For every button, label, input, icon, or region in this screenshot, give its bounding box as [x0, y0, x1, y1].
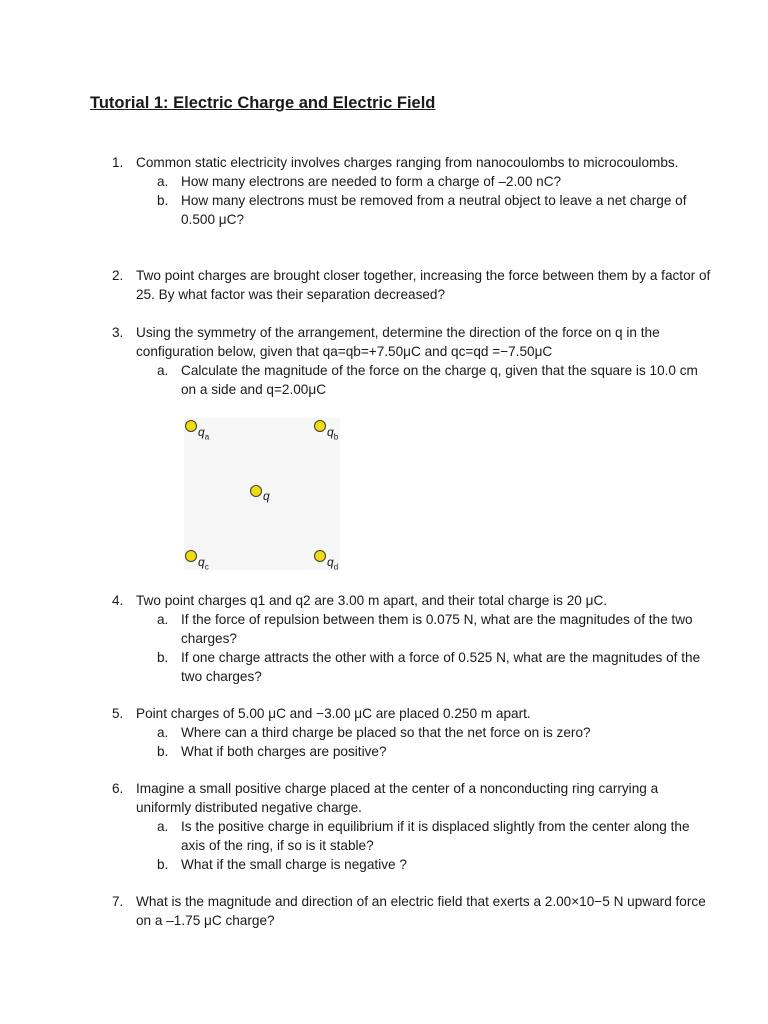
- sub-question-text: How many electrons must be removed from a neutral object to leave a net charge of 0.500 μC?: [181, 193, 687, 227]
- charge-q-label: q: [263, 489, 270, 503]
- sub-question-label: b.: [157, 650, 169, 665]
- sub-question: [157, 817, 712, 855]
- sub-question-label: b.: [157, 857, 169, 872]
- charge-qc-label: $q_c$: [198, 555, 209, 572]
- sub-question: [157, 742, 712, 761]
- question-3: [112, 323, 712, 399]
- sub-question-text: Is the positive charge in equilibrium if it is displaced slightly from the center along the axis of the ring, if so is it stable?: [181, 819, 690, 853]
- charge-qb-dot: [314, 420, 326, 432]
- sub-question-text: Where can a third charge be placed so that the net force on is zero?: [181, 725, 591, 740]
- question-1: [112, 153, 712, 229]
- sub-question-text: What if both charges are positive?: [181, 744, 387, 759]
- charge-q-dot: [250, 485, 262, 497]
- question-number: 3.: [112, 325, 124, 340]
- charge-square-diagram: [180, 414, 350, 574]
- question-text: Point charges of 5.00 μC and −3.00 μC are placed 0.250 m apart.: [136, 706, 531, 721]
- sub-question-label: a.: [157, 725, 169, 740]
- question-number: 2.: [112, 268, 124, 283]
- charge-qd-dot: [314, 550, 326, 562]
- sub-question-label: a.: [157, 174, 169, 189]
- sub-question: [157, 172, 712, 191]
- charge-qd-label: $q_d$: [327, 555, 339, 572]
- sub-question: [157, 191, 712, 229]
- question-text: Common static electricity involves charges ranging from nanocoulombs to microcoulombs.: [136, 155, 679, 170]
- question-number: 1.: [112, 155, 124, 170]
- sub-question: [157, 648, 712, 686]
- sub-question: [157, 855, 712, 874]
- sub-question-text: Calculate the magnitude of the force on the charge q, given that the square is 10.0 cm on a side and q=2.00μC: [181, 363, 698, 397]
- sub-question-text: If the force of repulsion between them is 0.075 N, what are the magnitudes of the two charges?: [181, 612, 693, 646]
- page-title: Tutorial 1: Electric Charge and Electric Field: [90, 94, 436, 112]
- question-text: Two point charges q1 and q2 are 3.00 m apart, and their total charge is 20 μC.: [136, 593, 608, 608]
- charge-qc-dot: [185, 550, 197, 562]
- question-7: [112, 892, 712, 930]
- sub-question-text: What if the small charge is negative ?: [181, 857, 407, 872]
- question-number: 7.: [112, 894, 124, 909]
- sub-question: [157, 361, 712, 399]
- question-text: Imagine a small positive charge placed at the center of a nonconducting ring carrying a uniformly distributed negative charge.: [136, 781, 659, 815]
- question-text: Two point charges are brought closer together, increasing the force between them by a factor of 25. By what factor was their separation decreased?: [136, 268, 711, 302]
- charge-qa-dot: [185, 420, 197, 432]
- question-text: Using the symmetry of the arrangement, determine the direction of the force on q in the configuration below, given that qa=qb=+7.50μC and qc=qd =−7.50μC: [136, 325, 660, 359]
- sub-question-text: If one charge attracts the other with a force of 0.525 N, what are the magnitudes of the two charges?: [181, 650, 701, 684]
- question-6: [112, 779, 712, 874]
- sub-question-label: a.: [157, 612, 169, 627]
- sub-question: [157, 723, 712, 742]
- sub-question-label: a.: [157, 819, 169, 834]
- sub-question-label: a.: [157, 363, 169, 378]
- question-5: [112, 704, 712, 761]
- question-4: [112, 591, 712, 686]
- question-number: 4.: [112, 593, 124, 608]
- question-2: [112, 266, 712, 304]
- sub-question: [157, 610, 712, 648]
- sub-question-label: b.: [157, 193, 169, 208]
- question-number: 6.: [112, 781, 124, 796]
- sub-question-text: How many electrons are needed to form a charge of –2.00 nC?: [181, 174, 562, 189]
- charge-qb-label: $q_b$: [327, 425, 339, 442]
- charge-qa-label: $q_a$: [198, 425, 210, 442]
- sub-question-label: b.: [157, 744, 169, 759]
- question-number: 5.: [112, 706, 124, 721]
- question-text: What is the magnitude and direction of an electric field that exerts a 2.00×10−5 N upward force on a –1.75 μC charge?: [136, 894, 706, 928]
